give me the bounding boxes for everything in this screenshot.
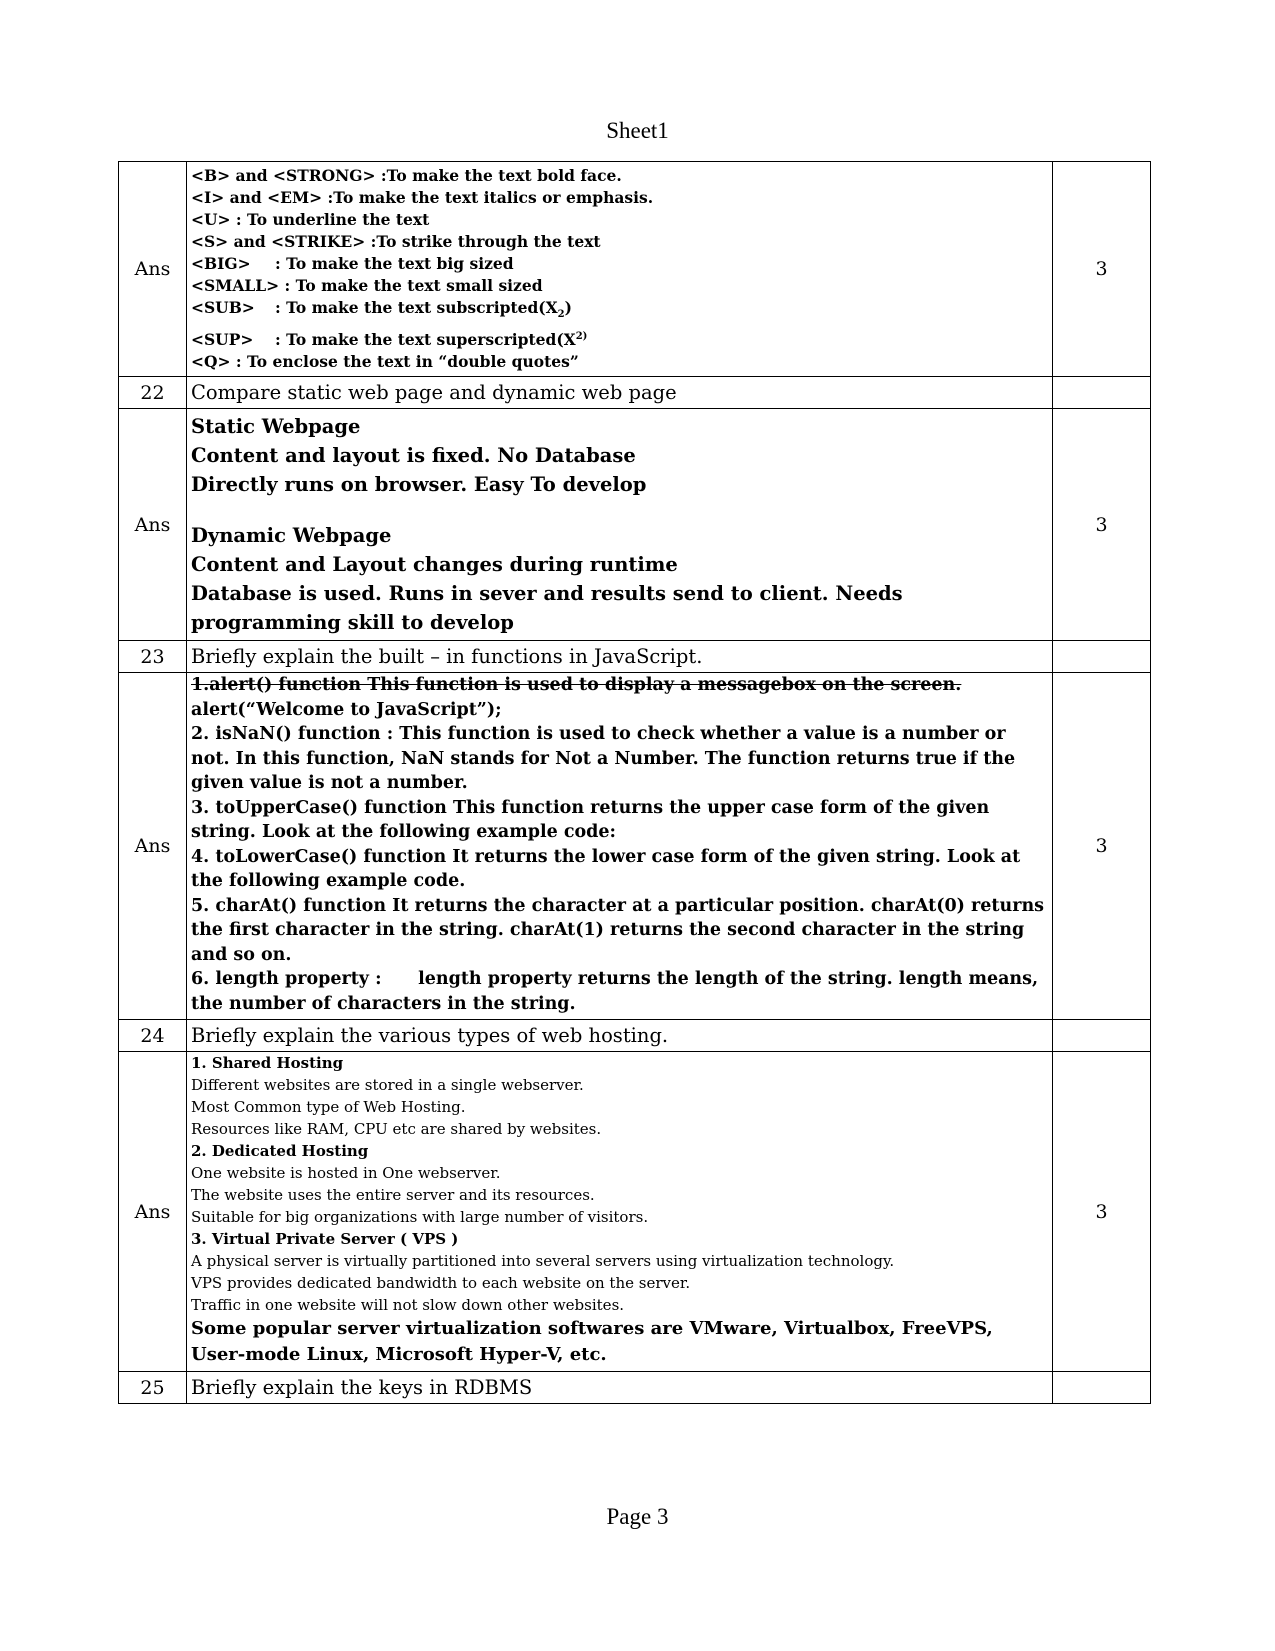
answer-cell	[187, 409, 1053, 641]
superscript: 2)	[575, 331, 588, 343]
table-row	[119, 1020, 1151, 1052]
answer-line: Resources like RAM, CPU etc are shared by websites.	[191, 1120, 602, 1139]
answer-line: Database is used. Runs in sever and results send to client. Needs programming skill to develop	[191, 582, 903, 635]
question-text: Briefly explain the keys in RDBMS	[187, 1372, 1053, 1404]
marks-cell	[1053, 1020, 1151, 1052]
row-label: Ans	[119, 162, 187, 377]
answer-line: <S> and <STRIKE> :To strike through the text	[191, 232, 601, 251]
subscript: 2	[557, 309, 565, 321]
table-row	[119, 409, 1151, 641]
answer-cell	[187, 673, 1053, 1020]
answer-line: Suitable for big organizations with large number of visitors.	[191, 1208, 649, 1227]
answer-line: <SMALL> : To make the text small sized	[191, 276, 543, 295]
answer-line: Directly runs on browser. Easy To develop	[191, 473, 647, 497]
property-lead: 6. length property :	[191, 969, 382, 990]
answer-line: 4. toLowerCase() function It returns the lower case form of the given string. Look at the following example code.	[191, 846, 1021, 892]
answer-line: <I> and <EM> :To make the text italics or emphasis.	[191, 188, 654, 207]
answer-line: Dynamic Webpage	[191, 524, 392, 548]
marks-cell: 3	[1053, 162, 1151, 377]
question-number: 25	[119, 1372, 187, 1404]
row-label: Ans	[119, 409, 187, 641]
answer-line: 5. charAt() function It returns the character at a particular position. charAt(0) returns the first character in the string. charAt(1) returns the second character in the string and so on.	[191, 895, 1045, 965]
question-text: Briefly explain the built – in functions in JavaScript.	[187, 641, 1053, 673]
answer-heading: 2. Dedicated Hosting	[191, 1142, 369, 1161]
table-row	[119, 641, 1151, 673]
answer-cell	[187, 162, 1053, 377]
answer-line: VPS provides dedicated bandwidth to each website on the server.	[191, 1274, 691, 1293]
answer-line	[191, 253, 1048, 275]
table-row	[119, 377, 1151, 409]
marks-cell: 3	[1053, 673, 1151, 1020]
answer-cell	[187, 1052, 1053, 1372]
tag-description: : To make the text subscripted(X	[275, 298, 558, 317]
answer-line: alert(“Welcome to JavaScript”);	[191, 699, 502, 720]
question-number: 23	[119, 641, 187, 673]
answer-line: A physical server is virtually partitioned into several servers using virtualization technology.	[191, 1252, 895, 1271]
marks-cell	[1053, 641, 1151, 673]
tag-name: <SUP>	[191, 330, 254, 350]
question-number: 24	[119, 1020, 187, 1052]
answer-line: The website uses the entire server and its resources.	[191, 1186, 595, 1205]
answer-line: Some popular server virtualization softwares are VMware, Virtualbox, FreeVPS, User-mode Linux, Microsoft Hyper-V, etc.	[191, 1318, 993, 1366]
answer-heading: 3. Virtual Private Server ( VPS )	[191, 1230, 459, 1249]
tag-description: : To make the text superscripted(X	[275, 330, 576, 350]
answer-line: <B> and <STRONG> :To make the text bold face.	[191, 166, 622, 185]
answer-line: <U> : To underline the text	[191, 210, 430, 229]
tag-name: <SUB>	[191, 298, 255, 317]
page-number: Page 3	[606, 1504, 669, 1529]
marks-cell: 3	[1053, 1052, 1151, 1372]
marks-cell: 3	[1053, 409, 1151, 641]
tag-description-close: )	[564, 298, 572, 317]
question-table	[118, 161, 1151, 1404]
table-row	[119, 673, 1151, 1020]
table-row	[119, 162, 1151, 377]
answer-line	[191, 326, 1048, 351]
table-row	[119, 1052, 1151, 1372]
answer-line: 2. isNaN() function : This function is used to check whether a value is a number or not. In this function, NaN stands for Not a Number. The function returns true if the given value is not a number.	[191, 724, 1016, 794]
answer-line: Static Webpage	[191, 415, 361, 439]
question-number: 22	[119, 377, 187, 409]
blank-line	[191, 499, 1048, 521]
marks-cell	[1053, 1372, 1151, 1404]
answer-line: One website is hosted in One webserver.	[191, 1164, 501, 1183]
question-text: Briefly explain the various types of web hosting.	[187, 1020, 1053, 1052]
answer-line: Different websites are stored in a single webserver.	[191, 1076, 584, 1095]
marks-cell	[1053, 377, 1151, 409]
property-text: length property returns the length of the string. length means, the number of characters in the string.	[191, 969, 1039, 1014]
answer-line	[191, 297, 1048, 326]
answer-line: Most Common type of Web Hosting.	[191, 1098, 466, 1117]
answer-line	[191, 967, 1048, 1016]
tag-name: <BIG>	[191, 254, 251, 273]
tag-description: : To make the text big sized	[275, 254, 514, 273]
answer-heading: 1. Shared Hosting	[191, 1054, 344, 1073]
table-row	[119, 1372, 1151, 1404]
answer-line: <Q> : To enclose the text in “double quotes”	[191, 352, 579, 372]
row-label: Ans	[119, 1052, 187, 1372]
answer-line: 1.alert() function This function is used to display a messagebox on the screen.	[191, 675, 962, 696]
row-label: Ans	[119, 673, 187, 1020]
answer-line: Traffic in one website will not slow down other websites.	[191, 1296, 625, 1315]
answer-line: Content and Layout changes during runtime	[191, 553, 678, 577]
question-text: Compare static web page and dynamic web page	[187, 377, 1053, 409]
answer-line: Content and layout is fixed. No Database	[191, 444, 636, 468]
sheet-title: Sheet1	[606, 118, 669, 143]
answer-line: 3. toUpperCase() function This function returns the upper case form of the given string. Look at the following example code:	[191, 797, 990, 843]
